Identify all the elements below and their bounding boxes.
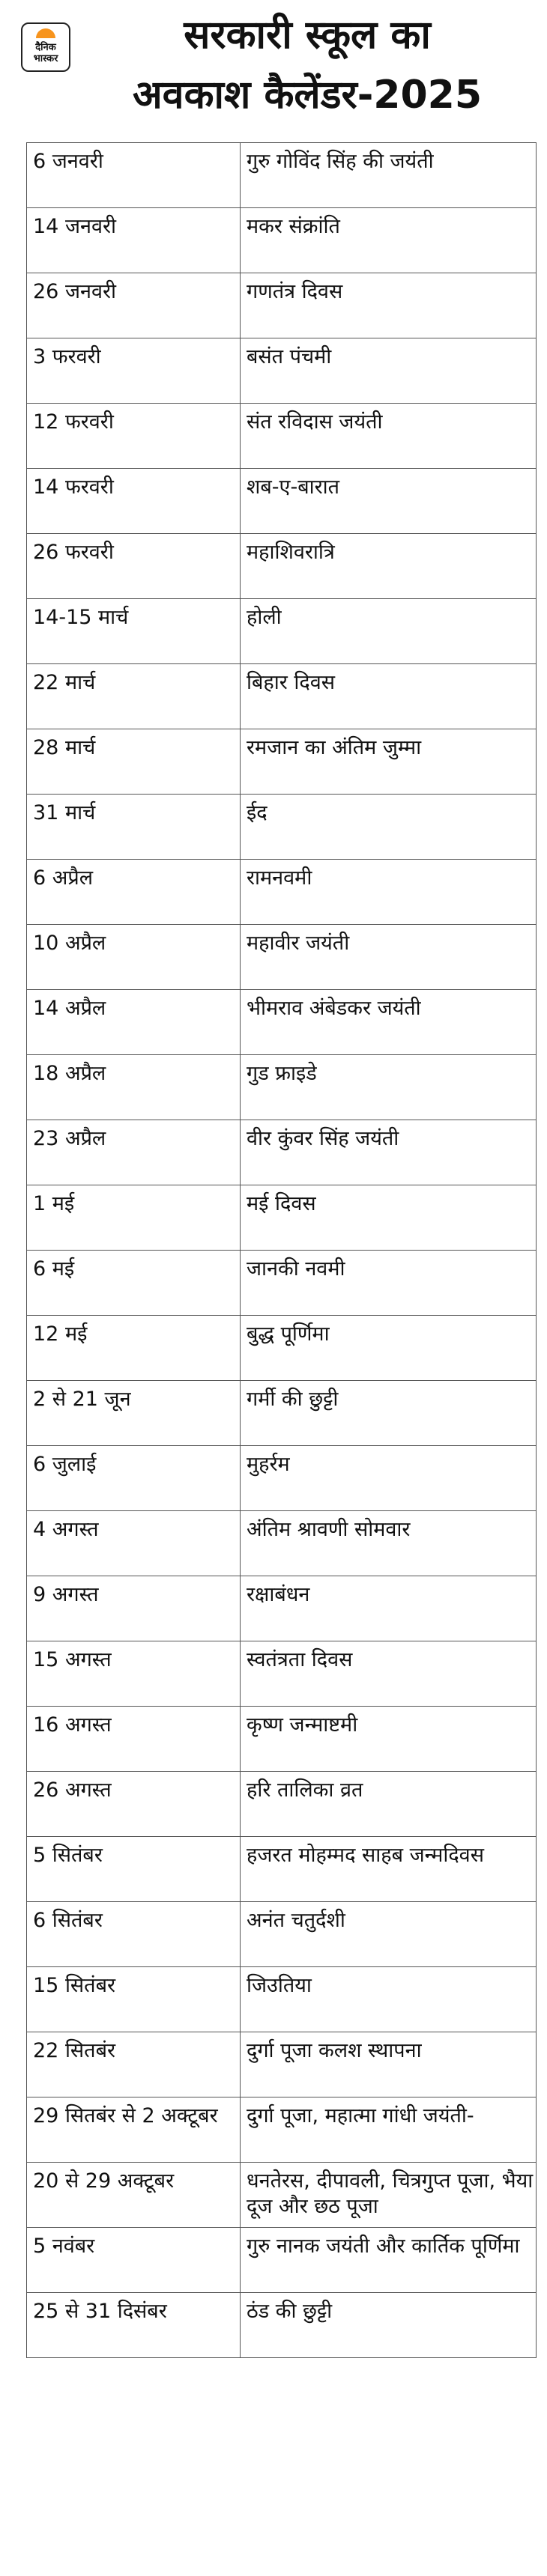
holiday-name: भीमराव अंबेडकर जयंती — [241, 990, 537, 1055]
holiday-date: 26 जनवरी — [27, 273, 241, 338]
holiday-date: 25 से 31 दिसंबर — [27, 2293, 241, 2358]
holiday-date: 22 सितबंर — [27, 2032, 241, 2097]
holiday-date: 14 जनवरी — [27, 208, 241, 273]
holiday-date: 28 मार्च — [27, 729, 241, 795]
table-row — [27, 795, 537, 860]
holiday-name: धनतेरस, दीपावली, चित्रगुप्त पूजा, भैया दूज और छठ पूजा — [241, 2163, 537, 2228]
holiday-name: जानकी नवमी — [241, 1251, 537, 1316]
holiday-date: 29 सितबंर से 2 अक्टूबर — [27, 2097, 241, 2163]
table-row — [27, 2032, 537, 2097]
table-row — [27, 1185, 537, 1251]
holiday-name: शब-ए-बारात — [241, 469, 537, 534]
table-row — [27, 729, 537, 795]
holiday-date: 31 मार्च — [27, 795, 241, 860]
holiday-name: गुरु नानक जयंती और कार्तिक पूर्णिमा — [241, 2228, 537, 2293]
holiday-date: 18 अप्रैल — [27, 1055, 241, 1120]
holiday-name: गर्मी की छुट्टी — [241, 1381, 537, 1446]
holiday-date: 6 सितंबर — [27, 1902, 241, 1967]
holiday-name: गुरु गोविंद सिंह की जयंती — [241, 143, 537, 208]
holiday-name: ठंड की छुट्टी — [241, 2293, 537, 2358]
holiday-date: 15 अगस्त — [27, 1641, 241, 1707]
table-row — [27, 404, 537, 469]
holiday-table-body — [27, 143, 537, 2358]
holiday-name: बिहार दिवस — [241, 664, 537, 729]
sun-icon — [36, 28, 55, 38]
table-row — [27, 1772, 537, 1837]
holiday-name: मुहर्रम — [241, 1446, 537, 1511]
table-row — [27, 1120, 537, 1185]
table-row — [27, 2293, 537, 2358]
holiday-date: 14-15 मार्च — [27, 599, 241, 664]
logo-line-2: भास्कर — [33, 53, 58, 64]
table-row — [27, 1967, 537, 2032]
holiday-date: 23 अप्रैल — [27, 1120, 241, 1185]
table-row — [27, 1707, 537, 1772]
holiday-date: 6 अप्रैल — [27, 860, 241, 925]
holiday-name: मई दिवस — [241, 1185, 537, 1251]
holiday-date: 6 मई — [27, 1251, 241, 1316]
holiday-name: होली — [241, 599, 537, 664]
table-row — [27, 1381, 537, 1446]
table-row — [27, 1902, 537, 1967]
holiday-date: 1 मई — [27, 1185, 241, 1251]
holiday-name: रामनवमी — [241, 860, 537, 925]
holiday-date: 14 फरवरी — [27, 469, 241, 534]
table-row — [27, 1055, 537, 1120]
holiday-name: बुद्ध पूर्णिमा — [241, 1316, 537, 1381]
holiday-name: बसंत पंचमी — [241, 338, 537, 404]
table-row — [27, 1511, 537, 1576]
holiday-name: गुड फ्राइडे — [241, 1055, 537, 1120]
holiday-date: 26 फरवरी — [27, 534, 241, 599]
holiday-name: कृष्ण जन्माष्टमी — [241, 1707, 537, 1772]
holiday-date: 12 फरवरी — [27, 404, 241, 469]
holiday-name: दुर्गा पूजा कलश स्थापना — [241, 2032, 537, 2097]
table-row — [27, 860, 537, 925]
table-row — [27, 1446, 537, 1511]
table-row — [27, 2228, 537, 2293]
holiday-name: संत रविदास जयंती — [241, 404, 537, 469]
holiday-name: रमजान का अंतिम जुम्मा — [241, 729, 537, 795]
table-row — [27, 1251, 537, 1316]
logo-line-1: दैनिक — [35, 42, 56, 53]
dainik-bhaskar-logo — [21, 22, 70, 72]
table-row — [27, 599, 537, 664]
holiday-table — [26, 142, 537, 2358]
header — [0, 0, 547, 142]
holiday-date: 14 अप्रैल — [27, 990, 241, 1055]
holiday-date: 6 जनवरी — [27, 143, 241, 208]
holiday-name: जिउतिया — [241, 1967, 537, 2032]
holiday-date: 20 से 29 अक्टूबर — [27, 2163, 241, 2228]
table-row — [27, 990, 537, 1055]
holiday-name: गणतंत्र दिवस — [241, 273, 537, 338]
holiday-date: 6 जुलाई — [27, 1446, 241, 1511]
holiday-date: 4 अगस्त — [27, 1511, 241, 1576]
holiday-date: 2 से 21 जून — [27, 1381, 241, 1446]
holiday-name: वीर कुंवर सिंह जयंती — [241, 1120, 537, 1185]
table-row — [27, 2097, 537, 2163]
table-row — [27, 1576, 537, 1641]
holiday-name: अनंत चतुर्दशी — [241, 1902, 537, 1967]
holiday-name: महाशिवरात्रि — [241, 534, 537, 599]
holiday-name: रक्षाबंधन — [241, 1576, 537, 1641]
table-row — [27, 925, 537, 990]
table-row — [27, 469, 537, 534]
table-row — [27, 273, 537, 338]
page-title-line-2: अवकाश कैलेंडर-2025 — [132, 73, 483, 118]
table-row — [27, 1316, 537, 1381]
page-title-line-1: सरकारी स्कूल का — [184, 13, 431, 58]
table-row — [27, 2163, 537, 2228]
holiday-name: स्वतंत्रता दिवस — [241, 1641, 537, 1707]
holiday-date: 15 सितंबर — [27, 1967, 241, 2032]
table-row — [27, 664, 537, 729]
holiday-name: हरि तालिका व्रत — [241, 1772, 537, 1837]
holiday-date: 5 सितंबर — [27, 1837, 241, 1902]
table-row — [27, 1837, 537, 1902]
holiday-date: 5 नवंबर — [27, 2228, 241, 2293]
table-row — [27, 338, 537, 404]
holiday-name: अंतिम श्रावणी सोमवार — [241, 1511, 537, 1576]
holiday-date: 26 अगस्त — [27, 1772, 241, 1837]
holiday-date: 10 अप्रैल — [27, 925, 241, 990]
holiday-date: 12 मई — [27, 1316, 241, 1381]
holiday-date: 16 अगस्त — [27, 1707, 241, 1772]
table-row — [27, 143, 537, 208]
holiday-date: 3 फरवरी — [27, 338, 241, 404]
holiday-date: 22 मार्च — [27, 664, 241, 729]
holiday-date: 9 अगस्त — [27, 1576, 241, 1641]
table-row — [27, 208, 537, 273]
table-row — [27, 1641, 537, 1707]
holiday-name: दुर्गा पूजा, महात्मा गांधी जयंती- — [241, 2097, 537, 2163]
holiday-name: मकर संक्रांति — [241, 208, 537, 273]
holiday-name: हजरत मोहम्मद साहब जन्मदिवस — [241, 1837, 537, 1902]
holiday-name: ईद — [241, 795, 537, 860]
table-row — [27, 534, 537, 599]
holiday-name: महावीर जयंती — [241, 925, 537, 990]
